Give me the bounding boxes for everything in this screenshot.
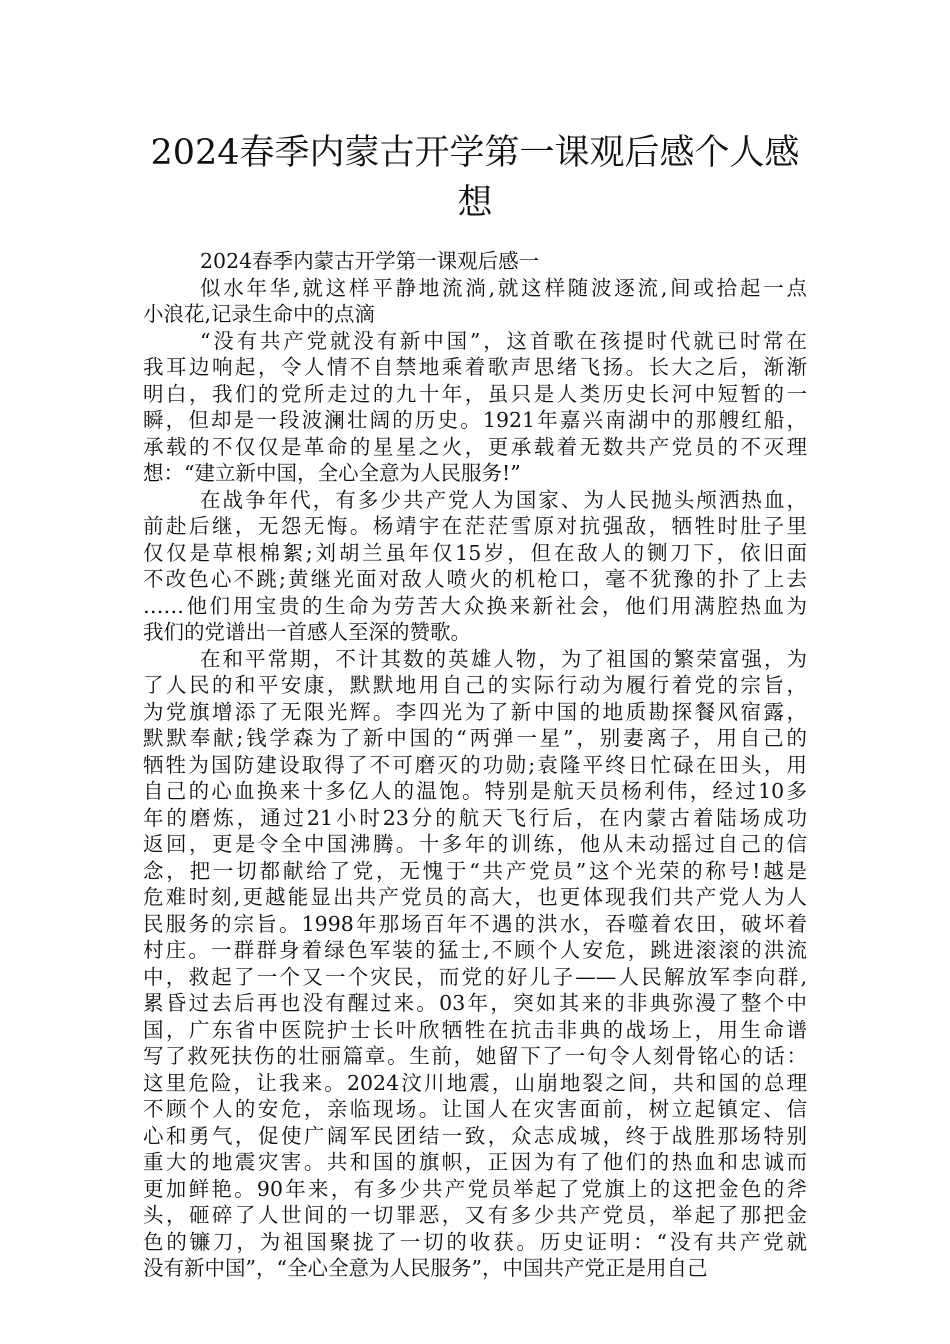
title-line: 2024春季内蒙古开学第一课观后感个人感 — [150, 133, 800, 173]
paragraph-line: ……他们用宝贵的生命为劳苦大众换来新社会，他们用满腔热血为 — [143, 593, 807, 618]
paragraph-line: “没有共产党就没有新中国”，这首歌在孩提时代就已时常在 — [200, 328, 807, 353]
paragraph-line: 更加鲜艳。90年来，有多少共产党员举起了党旗上的这把金色的斧 — [143, 1176, 807, 1201]
paragraph-line: 不顾个人的安危，亲临现场。让国人在灾害面前，树立起镇定、信 — [143, 1097, 807, 1121]
paragraph-line: 前赴后继，无怨无悔。杨靖宇在茫茫雪原对抗强敌，牺牲时肚子里 — [143, 514, 807, 538]
paragraph-line: 返回，更是令全中国沸腾。十多年的训练，他从未动摇过自己的信 — [143, 832, 807, 856]
paragraph-line: 默默奉献;钱学森为了新中国的“两弹一星”，别妻离子，用自己的 — [143, 726, 807, 750]
paragraph-line: 仅仅是草根棉絮;刘胡兰虽年仅15岁，但在敌人的铡刀下，依旧面 — [143, 540, 807, 565]
paragraph-line: 这里危险，让我来。2024汶川地震，山崩地裂之间，共和国的总理 — [143, 1070, 807, 1095]
document-body — [143, 248, 807, 1282]
paragraph — [143, 275, 807, 328]
paragraph-line: 民服务的宗旨。1998年那场百年不遇的洪水，吞噬着农田，破坏着 — [143, 911, 807, 936]
paragraph-line: 牺牲为国防建设取得了不可磨灭的功勋;袁隆平终日忙碌在田头，用 — [143, 752, 807, 777]
paragraph-line: 头，砸碎了人世间的一切罪恶，又有多少共产党员，举起了那把金 — [143, 1203, 807, 1227]
document-title — [140, 128, 810, 228]
paragraph-line: 在战争年代，有多少共产党人为国家、为人民抛头颅洒热血， — [200, 487, 807, 512]
paragraph-line: 念，把一切都献给了党，无愧于“共产党员”这个光荣的称号!越是 — [143, 858, 807, 883]
paragraph-line: 自己的心血换来十多亿人的温饱。特别是航天员杨利伟，经过10多 — [143, 779, 807, 803]
paragraph-line: 没有新中国”，“全心全意为人民服务”，中国共产党正是用自己 — [143, 1256, 708, 1280]
paragraph-line: 了人民的和平安康，默默地用自己的实际行动为履行着党的宗旨， — [143, 673, 807, 697]
paragraph-line: 重大的地震灾害。共和国的旗帜，正因为有了他们的热血和忠诚而 — [143, 1150, 807, 1174]
paragraph — [143, 646, 807, 1282]
paragraph-line: 瞬，但却是一段波澜壮阔的历史。1921年嘉兴南湖中的那艘红船， — [143, 408, 807, 432]
paragraph-line: 色的镰刀，为祖国聚拢了一切的收获。历史证明：“没有共产党就 — [143, 1229, 807, 1254]
paragraph-line: 我们的党谱出一首感人至深的赞歌。 — [143, 620, 471, 644]
paragraph-line: 累昏过去后再也没有醒过来。03年，突如其来的非典弥漫了整个中 — [143, 991, 807, 1015]
paragraph-line: 年的磨炼，通过21小时23分的航天飞行后，在内蒙古着陆场成功 — [143, 805, 807, 830]
paragraph-line: 不改色心不跳;黄继光面对敌人喷火的机枪口，毫不犹豫的扑了上去 — [143, 567, 807, 591]
paragraph-line: 想：“建立新中国，全心全意为人民服务!” — [143, 461, 521, 485]
paragraph-line: 心和勇气，促使广阔军民团结一致，众志成城，终于战胜那场特别 — [143, 1123, 807, 1148]
paragraph-line: 承载的不仅仅是革命的星星之火，更承载着无数共产党员的不灭理 — [143, 434, 807, 459]
paragraph-line: 国，广东省中医院护士长叶欣牺牲在抗击非典的战场上，用生命谱 — [143, 1017, 807, 1042]
paragraph-line: 明白，我们的党所走过的九十年，虽只是人类历史长河中短暂的一 — [143, 381, 807, 406]
section-heading: 2024春季内蒙古开学第一课观后感一 — [200, 249, 540, 273]
paragraphs — [143, 275, 807, 1282]
paragraph — [143, 487, 807, 646]
paragraph-line: 村庄。一群群身着绿色军装的猛士,不顾个人安危，跳进滚滚的洪流 — [143, 938, 807, 962]
paragraph-line: 小浪花,记录生命中的点滴 — [143, 302, 376, 326]
title-line: 想 — [457, 183, 493, 223]
paragraph-line: 危难时刻,更越能显出共产党员的高大，也更体现我们共产党人为人 — [143, 885, 807, 909]
paragraph-line: 我耳边响起，令人情不自禁地乘着歌声思绪飞扬。长大之后，渐渐 — [143, 355, 807, 379]
paragraph — [143, 328, 807, 487]
paragraph-line: 中，救起了一个又一个灾民，而党的好儿子——人民解放军李向群, — [143, 964, 807, 989]
paragraph-line: 写了救死扶伤的壮丽篇章。生前，她留下了一句令人刻骨铭心的话： — [143, 1044, 807, 1068]
paragraph-line: 在和平常期，不计其数的英雄人物，为了祖国的繁荣富强，为 — [200, 646, 807, 671]
paragraph-line: 似水年华,就这样平静地流淌,就这样随波逐流,间或拾起一点 — [200, 275, 807, 300]
paragraph-line: 为党旗增添了无限光辉。李四光为了新中国的地质勘探餐风宿露， — [143, 699, 807, 724]
